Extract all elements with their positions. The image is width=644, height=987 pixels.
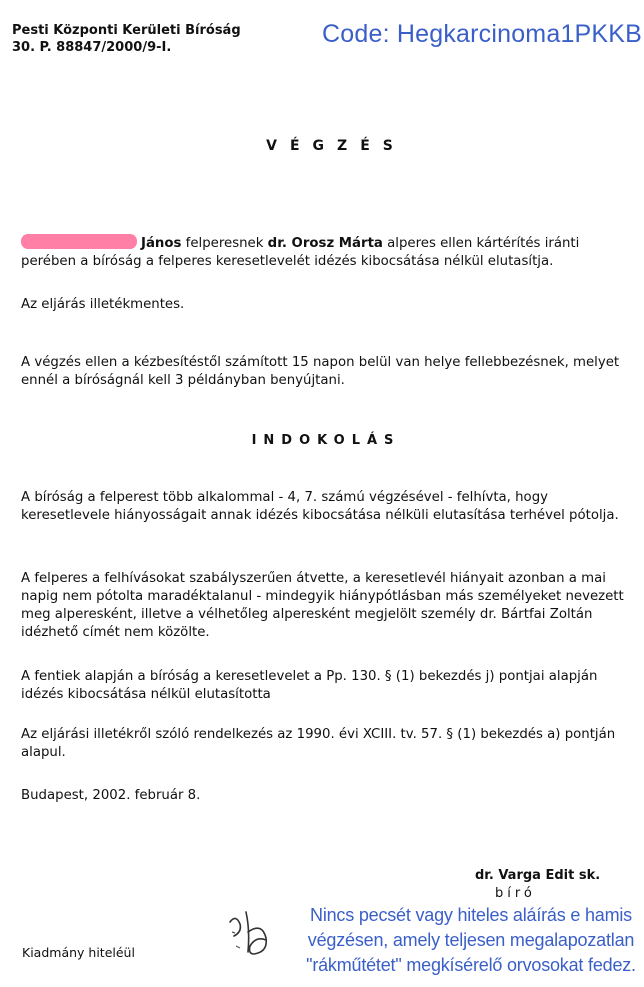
place-date: Budapest, 2002. február 8. [21,788,201,803]
judge-role: bíró [495,886,536,901]
court-header [12,22,241,56]
reasoning-2-text: A felperes a felhívásokat szabályszerűen átvette, a keresetlevél hiányait azonban a mai napig nem pótolta maradéktalanul - mindegyik hiánypótlásban más személyeket nevezett meg alperesként, illetve a vélhetőleg alperesként megjelölt személy [21,571,624,622]
court-name: Pesti Központi Kerületi Bíróság [12,23,241,38]
code-label: Code: Hegkarcinoma1PKKB [322,20,643,48]
decision-paragraph [21,234,626,271]
reasoning-title: INDOKOLÁS [251,433,401,448]
plaintiff-role: felperesnek [181,236,268,251]
reasoning-paragraph-2 [21,570,626,642]
decision-text: alperes ellen kártérítés iránti perében a bíróság a felperes keresetlevelét idézés kibocsátása nélkül elutasítja. [21,236,580,269]
document-title: VÉGZÉS [266,138,406,154]
plaintiff-name: János [141,236,182,251]
reasoning-2-end: idézhető címét nem közölte. [21,625,210,640]
reasoning-paragraph-4: Az eljárási illetékről szóló rendelkezés az 1990. évi XCIII. tv. 57. § (1) bekezdés a) pontján alapul. [21,727,616,760]
annotation-line-1: Nincs pecsét vagy hiteles aláírás e hamis [310,905,632,925]
annotation-note [302,903,640,978]
case-number: 30. P. 88847/2000/9-I. [12,40,172,55]
reasoning-paragraph-3: A fentiek alapján a bíróság a keresetlevelet a Pp. 130. § (1) bekezdés j) pontjai alapján idézés kibocsátása nélkül elutasította [21,669,598,702]
fee-paragraph: Az eljárás illetékmentes. [21,297,185,312]
reasoning-paragraph-1: A bíróság a felperest több alkalommal - 4, 7. számú végzésével - felhívta, hogy keresetlevele hiányosságait annak idézés kibocsátása nélküli elutasítása terhével pótolja. [21,490,619,523]
defendant-name: dr. Orosz Márta [267,236,383,251]
redacted-name-block [21,234,137,249]
person-name: dr. Bártfai Zoltán [479,607,593,622]
annotation-line-3: "rákműtétet" megkísérelő orvosokat fedez. [306,955,636,975]
certified-copy-label: Kiadmány hiteléül [22,945,135,960]
appeal-paragraph: A végzés ellen a kézbesítéstől számított 15 napon belül van helye fellebbezésnek, melyet ennél a bíróságnál kell 3 példányban benyújtani. [21,355,620,388]
annotation-line-2: végzésen, amely teljesen megalapozatlan [307,930,635,950]
judge-name: dr. Varga Edit sk. [475,868,601,883]
signature-scribble-icon [222,902,274,962]
